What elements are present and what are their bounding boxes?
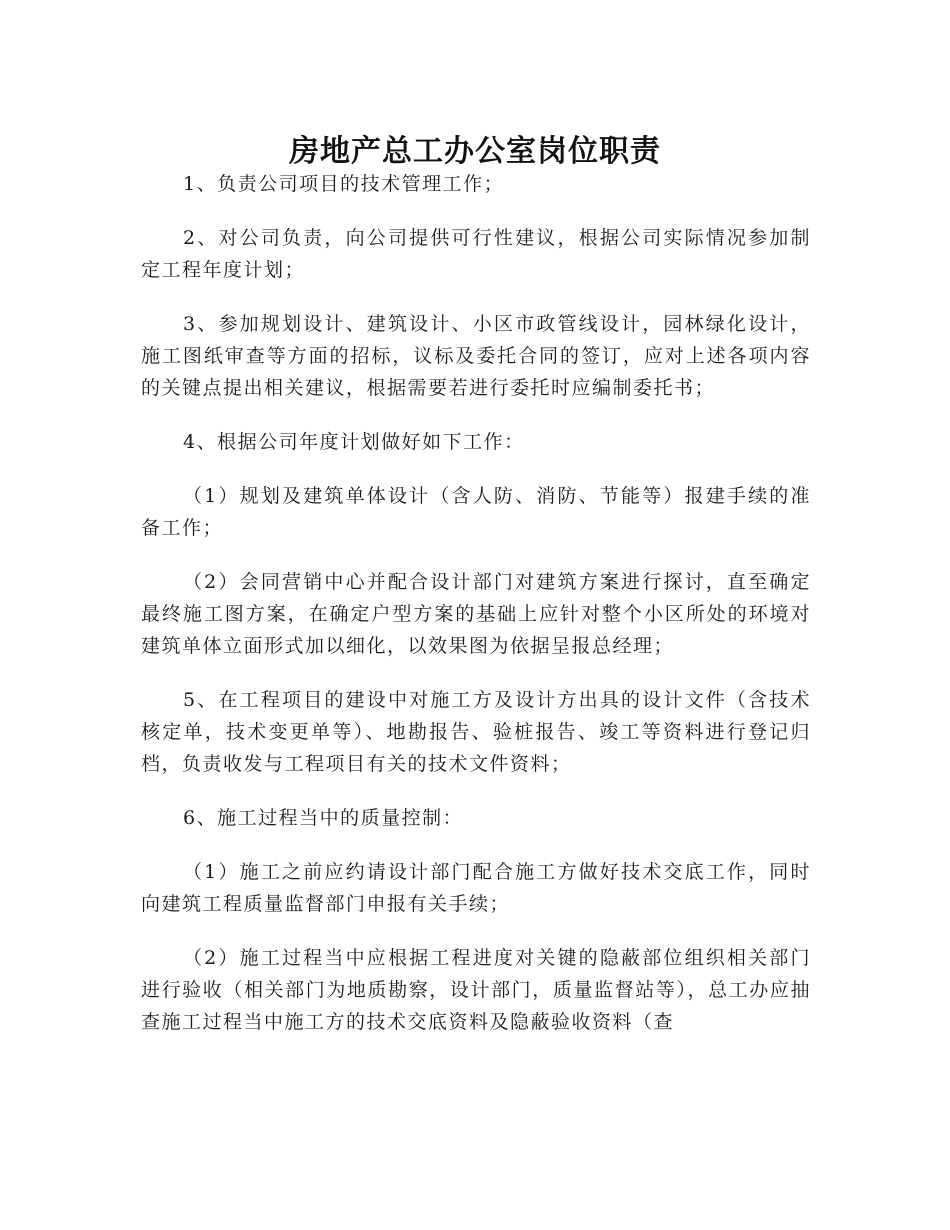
paragraph-6: 6、施工过程当中的质量控制： bbox=[183, 807, 464, 829]
document-title: 房地产总工办公室岗位职责 bbox=[289, 134, 661, 170]
paragraph-4-2: （2）会同营销中心并配合设计部门对建筑方案进行探讨，直至确定最终施工图方案，在确定户型方案的基础上应针对整个小区所处的环境对建筑单体立面形式加以细化，以效果图为依据呈报总经理； bbox=[141, 571, 811, 657]
paragraph-4-1: （1）规划及建筑单体设计（含人防、消防、节能等）报建手续的准备工作； bbox=[141, 485, 811, 539]
paragraph-3: 3、参加规划设计、建筑设计、小区市政管线设计，园林绿化设计，施工图纸审查等方面的招标，议标及委托合同的签订，应对上述各项内容的关键点提出相关建议，根据需要若进行委托时应编制委托书； bbox=[141, 313, 811, 399]
paragraph-2: 2、对公司负责，向公司提供可行性建议，根据公司实际情况参加制定工程年度计划； bbox=[141, 227, 811, 281]
paragraph-5: 5、在工程项目的建设中对施工方及设计方出具的设计文件（含技术核定单，技术变更单等）、地勘报告、验桩报告、竣工等资料进行登记归档，负责收发与工程项目有关的技术文件资料； bbox=[141, 689, 811, 775]
paragraph-4: 4、根据公司年度计划做好如下工作： bbox=[183, 431, 525, 453]
paragraph-1: 1、负责公司项目的技术管理工作； bbox=[183, 173, 505, 195]
paragraph-6-1: （1）施工之前应约请设计部门配合施工方做好技术交底工作，同时向建筑工程质量监督部门申报有关手续； bbox=[141, 861, 811, 915]
document-body bbox=[141, 168, 811, 1060]
paragraph-6-2: （2）施工过程当中应根据工程进度对关键的隐蔽部位组织相关部门进行验收（相关部门为地质勘察，设计部门，质量监督站等），总工办应抽查施工过程当中施工方的技术交底资料及隐蔽验收资料（查 bbox=[141, 947, 811, 1033]
